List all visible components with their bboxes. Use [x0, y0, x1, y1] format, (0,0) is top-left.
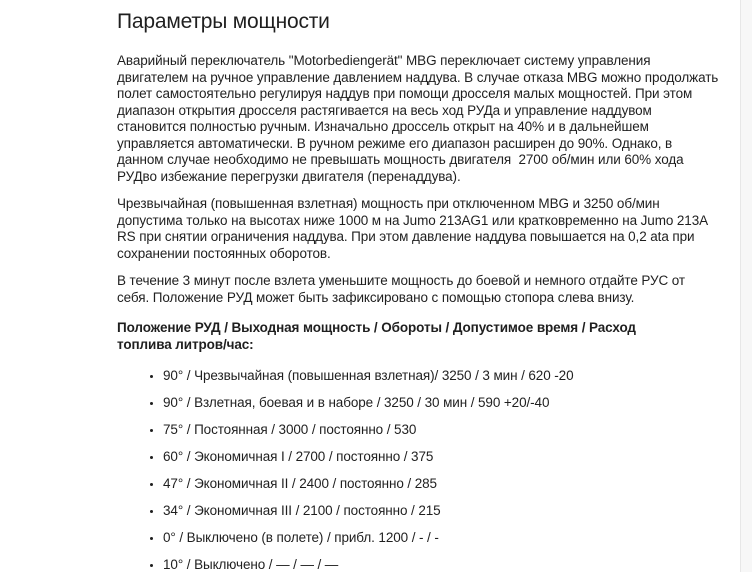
paragraph-line: В течение 3 минут после взлета уменьшите мощность до боевой и немного отдайте РУС от — [117, 273, 686, 288]
power-settings-list — [117, 368, 717, 574]
paragraph-line: диапазон открытия дросселя растягивается на весь ход РУДа и управление наддувом — [117, 102, 652, 118]
power-setting-item: • 0° / Выключено (в полете) / прибл. 1200 / - / - — [163, 530, 717, 547]
paragraph-line: становится полностью ручным. Изначально дроссель открыт на 40% и в дальнейшем — [117, 119, 649, 134]
paragraph-line: RS при снятии ограничения наддува. При этом давление наддува повышается на 0,2 ata при — [117, 229, 695, 244]
power-setting-item: • 90° / Чрезвычайная (повышенная взлетная)/ 3250 / 3 мин / 620 -20 — [163, 368, 717, 385]
paragraph-line: Аварийный переключатель "Motorbediengerät" MBG переключает систему управления — [117, 53, 651, 68]
paragraph — [117, 53, 717, 185]
paragraph-line: РУДво избежание перегрузки двигателя (перенаддува). — [117, 168, 461, 184]
paragraph-line: двигателем на ручное управление давлением наддува. В случае отказа MBG можно продолжать — [117, 69, 719, 85]
page-title: Параметры мощности — [117, 10, 330, 33]
page-right-gutter — [740, 0, 752, 572]
power-setting-item: • 90° / Взлетная, боевая и в наборе / 3250 / 30 мин / 590 +20/-40 — [163, 395, 717, 412]
power-setting-item: • 10° / Выключено / — / — / — — [163, 557, 717, 574]
paragraph-line: полет самостоятельно регулируя наддув при помощи дросселя малых мощностей. При этом — [117, 86, 693, 101]
power-list-heading: Положение РУД / Выходная мощность / Обороты / Допустимое время / Расход топлива литров/час: — [117, 320, 636, 352]
paragraph-line: себя. Положение РУД может быть зафиксировано с помощью стопора слева внизу. — [117, 289, 635, 305]
power-setting-item: • 75° / Постоянная / 3000 / постоянно / 530 — [163, 422, 717, 439]
document-page — [117, 0, 717, 584]
power-setting-item: • 34° / Экономичная III / 2100 / постоянно / 215 — [163, 503, 717, 520]
paragraph-line: сохранении постоянных оборотов. — [117, 245, 331, 261]
paragraph-line: данном случае необходимо не превышать мощность двигателя 2700 об/мин или 60% хода — [117, 152, 684, 167]
paragraph — [117, 273, 717, 306]
power-setting-item: • 47° / Экономичная II / 2400 / постоянно / 285 — [163, 476, 717, 493]
paragraph — [117, 196, 717, 262]
paragraphs-container — [117, 53, 717, 306]
paragraph-line: допустима только на высотах ниже 1000 м на Jumo 213AG1 или кратковременно на Jumo 213A — [117, 212, 709, 228]
paragraph-line: управляется автоматически. В ручном режиме его диапазон расширен до 90%. Однако, в — [117, 135, 673, 151]
paragraph-line: Чрезвычайная (повышенная взлетная) мощность при отключенном MBG и 3250 об/мин — [117, 196, 660, 211]
power-setting-item: • 60° / Экономичная I / 2700 / постоянно / 375 — [163, 449, 717, 466]
